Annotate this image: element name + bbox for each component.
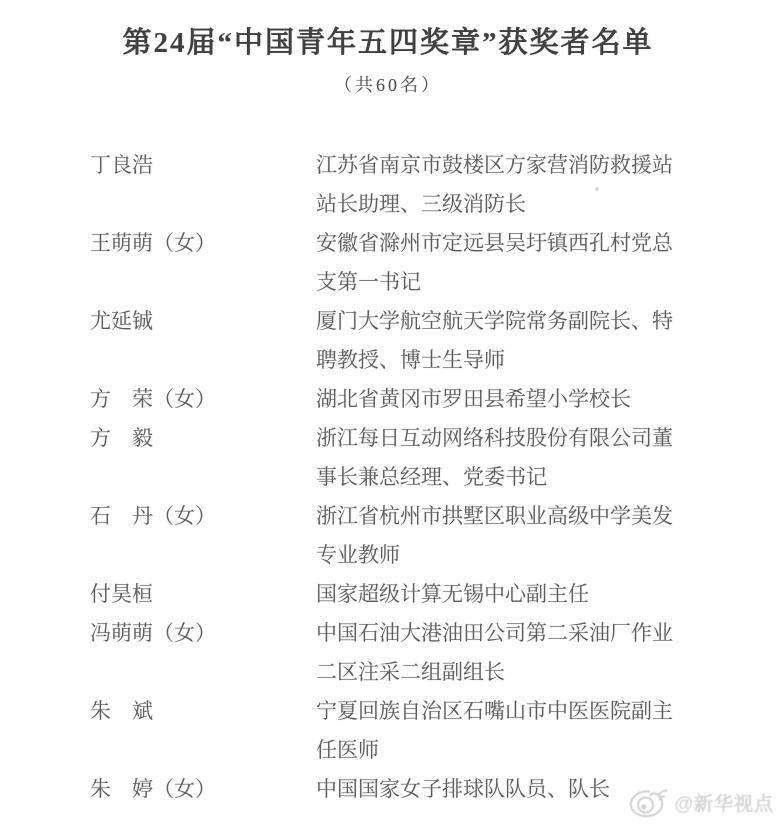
document-title: 第24届“中国青年五四奖章”获奖者名单 (122, 27, 654, 59)
entry-description (316, 224, 690, 302)
entry-description-line: 浙江省杭州市拱墅区职业高级中学美发 (316, 504, 673, 528)
entry-description (316, 497, 690, 575)
entry-description-line: 湖北省黄冈市罗田县希望小学校长 (316, 387, 631, 411)
award-list (90, 146, 690, 809)
entry-name: 朱 婷（女） (90, 777, 216, 801)
entry-name: 石 丹（女） (90, 504, 216, 528)
entry-description (316, 692, 690, 770)
entry-description-line: 安徽省滁州市定远县吴圩镇西孔村党总 (316, 231, 673, 255)
entry-description-line: 江苏省南京市鼓楼区方家营消防救援站 (316, 153, 673, 177)
entry-description-line: 聘教授、博士生导师 (316, 348, 505, 372)
entry-name: 方 荣（女） (90, 387, 216, 411)
entry-name: 朱 斌 (90, 699, 153, 723)
entry-description (316, 614, 690, 692)
entry-name: 冯萌萌（女） (90, 621, 216, 645)
entry-name: 方 毅 (90, 426, 153, 450)
list-entry (90, 497, 690, 575)
entry-description-line: 专业教师 (316, 543, 400, 567)
weibo-icon (628, 785, 670, 819)
entry-name: 尤延铖 (90, 309, 153, 333)
list-entry (90, 692, 690, 770)
entry-name: 王萌萌（女） (90, 231, 216, 255)
watermark (628, 785, 774, 819)
entry-name: 付昊桓 (90, 582, 153, 606)
entry-description (316, 419, 690, 497)
entry-description-line: 站长助理、三级消防长 (316, 192, 526, 216)
entry-description (316, 575, 690, 614)
entry-description-line: 浙江每日互动网络科技股份有限公司董 (316, 426, 673, 450)
entry-description (316, 380, 690, 419)
entry-description-line: 国家超级计算无锡中心副主任 (316, 582, 589, 606)
entry-description-line: 厦门大学航空航天学院常务副院长、特 (316, 309, 673, 333)
entry-description (316, 146, 690, 224)
entry-description-line: 宁夏回族自治区石嘴山市中医医院副主 (316, 699, 673, 723)
list-entry (90, 770, 690, 809)
list-entry (90, 380, 690, 419)
entry-description (316, 302, 690, 380)
watermark-handle: @新华视点 (674, 793, 774, 815)
entry-description-line: 事长兼总经理、党委书记 (316, 465, 547, 489)
entry-description-line: 任医师 (316, 738, 379, 762)
entry-description-line: 中国国家女子排球队队员、队长 (316, 777, 610, 801)
entry-description-line: 中国石油大港油田公司第二采油厂作业 (316, 621, 673, 645)
scan-speck (595, 187, 599, 191)
list-entry (90, 614, 690, 692)
list-entry (90, 224, 690, 302)
list-entry (90, 575, 690, 614)
document-subtitle: （共60名） (334, 75, 442, 95)
list-entry (90, 419, 690, 497)
list-entry (90, 302, 690, 380)
entry-description-line: 支第一书记 (316, 270, 421, 294)
entry-name: 丁良浩 (90, 153, 153, 177)
list-entry (90, 146, 690, 224)
entry-description-line: 二区注采二组副组长 (316, 660, 505, 684)
